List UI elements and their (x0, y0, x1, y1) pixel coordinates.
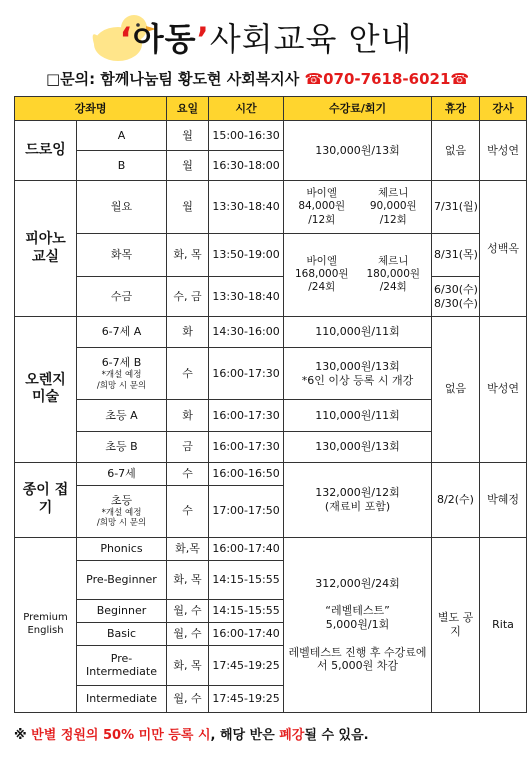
class-time: 16:00-17:30 (209, 348, 284, 400)
class-fee: 130,000원/13회 (284, 431, 432, 462)
class-time: 14:15-15:55 (209, 560, 284, 600)
class-name: 6-7세 A (77, 316, 167, 347)
table-row (15, 462, 527, 485)
class-name: 초등 *개설 예정 /희망 시 문의 (77, 485, 167, 537)
class-name: 6-7세 (77, 462, 167, 485)
class-time: 17:45-19:25 (209, 685, 284, 712)
class-teacher: Rita (480, 537, 527, 712)
header-day: 요일 (167, 97, 209, 121)
class-name: 초등 A (77, 400, 167, 431)
table-row (15, 316, 527, 347)
course-origami: 종이 접기 (15, 462, 77, 537)
class-fee: 130,000원/13회 *6인 이상 등록 시 개강 (284, 348, 432, 400)
class-day: 화, 목 (167, 646, 209, 686)
page-title (0, 14, 532, 60)
class-teacher: 성백옥 (480, 181, 527, 316)
class-fee: 312,000원/24회 “레벨테스트” 5,000원/1회 레벨테스트 진행 후 수강료에서 5,000원 차감 (284, 537, 432, 712)
class-fee (284, 233, 432, 316)
class-fee (284, 181, 432, 233)
class-time: 17:45-19:25 (209, 646, 284, 686)
class-day: 화 (167, 400, 209, 431)
class-day: 수 (167, 485, 209, 537)
class-time: 16:00-16:50 (209, 462, 284, 485)
class-day: 월, 수 (167, 685, 209, 712)
class-time: 14:15-15:55 (209, 600, 284, 623)
table-header-row (15, 97, 527, 121)
class-break: 별도 공지 (432, 537, 480, 712)
class-day: 월 (167, 120, 209, 150)
class-day: 수 (167, 462, 209, 485)
class-break: 8/2(수) (432, 462, 480, 537)
class-time: 16:00-17:30 (209, 431, 284, 462)
class-name: Beginner (77, 600, 167, 623)
class-name: Phonics (77, 537, 167, 560)
table-row (15, 181, 527, 233)
class-time: 14:30-16:00 (209, 316, 284, 347)
class-time: 17:00-17:50 (209, 485, 284, 537)
class-name: 화목 (77, 233, 167, 277)
class-name: Intermediate (77, 685, 167, 712)
course-orange-art: 오렌지 미술 (15, 316, 77, 462)
class-day: 화, 목 (167, 560, 209, 600)
class-day: 금 (167, 431, 209, 462)
schedule-table (14, 96, 527, 713)
title-brand-full: ‘아동’ (119, 20, 210, 58)
header-fee: 수강료/회기 (284, 97, 432, 121)
class-name: 6-7세 B *개설 예정 /희망 시 문의 (77, 348, 167, 400)
class-fee: 110,000원/11회 (284, 316, 432, 347)
class-time: 16:00-17:40 (209, 623, 284, 646)
class-teacher: 박성연 (480, 120, 527, 180)
class-day: 수, 금 (167, 277, 209, 317)
class-time: 13:30-18:40 (209, 277, 284, 317)
class-name: B (77, 151, 167, 181)
class-day: 월 (167, 151, 209, 181)
class-day: 월 (167, 181, 209, 233)
class-break: 6/30(수) 8/30(수) (432, 277, 480, 317)
table-row (15, 120, 527, 150)
class-break: 없음 (432, 316, 480, 462)
class-time: 13:30-18:40 (209, 181, 284, 233)
class-fee: 132,000원/12회 (재료비 포함) (284, 462, 432, 537)
class-break: 없음 (432, 120, 480, 180)
fee-bayer-twice: 바이엘 168,000원 /24회 (294, 255, 349, 294)
class-day: 월, 수 (167, 600, 209, 623)
class-time: 13:50-19:00 (209, 233, 284, 277)
class-teacher: 박혜정 (480, 462, 527, 537)
fee-czerny-monthly: 체르니 90,000원 /12회 (369, 187, 417, 226)
fee-bayer-monthly: 바이엘 84,000원 /12회 (298, 187, 346, 226)
class-time: 16:00-17:40 (209, 537, 284, 560)
class-time: 16:30-18:00 (209, 151, 284, 181)
course-piano: 피아노 교실 (15, 181, 77, 316)
class-break: 7/31(월) (432, 181, 480, 233)
title-rest: 사회교육 안내 (209, 20, 413, 58)
class-day: 화, 목 (167, 233, 209, 277)
header-time: 시간 (209, 97, 284, 121)
table-row (15, 537, 527, 560)
class-name: Pre-Beginner (77, 560, 167, 600)
fee-czerny-twice: 체르니 180,000원 /24회 (366, 255, 421, 294)
class-day: 수 (167, 348, 209, 400)
class-time: 16:00-17:30 (209, 400, 284, 431)
class-name: 수금 (77, 277, 167, 317)
class-fee: 110,000원/11회 (284, 400, 432, 431)
header-break: 휴강 (432, 97, 480, 121)
contact-label: □문의: 함께나눔팀 황도현 사회복지사 (46, 70, 300, 88)
footer-notice: ※ 반별 정원의 50% 미만 등록 시, 해당 반은 폐강될 수 있음. (14, 728, 369, 743)
course-drawing: 드로잉 (15, 120, 77, 180)
contact-line (46, 68, 469, 89)
class-name: Basic (77, 623, 167, 646)
header-teacher: 강사 (480, 97, 527, 121)
class-day: 화,목 (167, 537, 209, 560)
class-day: 월, 수 (167, 623, 209, 646)
contact-phone: ☎070-7618-6021☎ (304, 70, 470, 88)
class-break: 8/31(목) (432, 233, 480, 277)
class-teacher: 박성연 (480, 316, 527, 462)
table-row (15, 233, 527, 277)
table-row (15, 277, 527, 317)
header-course: 강좌명 (15, 97, 167, 121)
class-name: A (77, 120, 167, 150)
course-english: Premium English (15, 537, 77, 712)
class-name: 초등 B (77, 431, 167, 462)
class-name: 월요 (77, 181, 167, 233)
class-fee: 130,000원/13회 (284, 120, 432, 180)
class-name: Pre-Intermediate (77, 646, 167, 686)
class-time: 15:00-16:30 (209, 120, 284, 150)
class-day: 화 (167, 316, 209, 347)
